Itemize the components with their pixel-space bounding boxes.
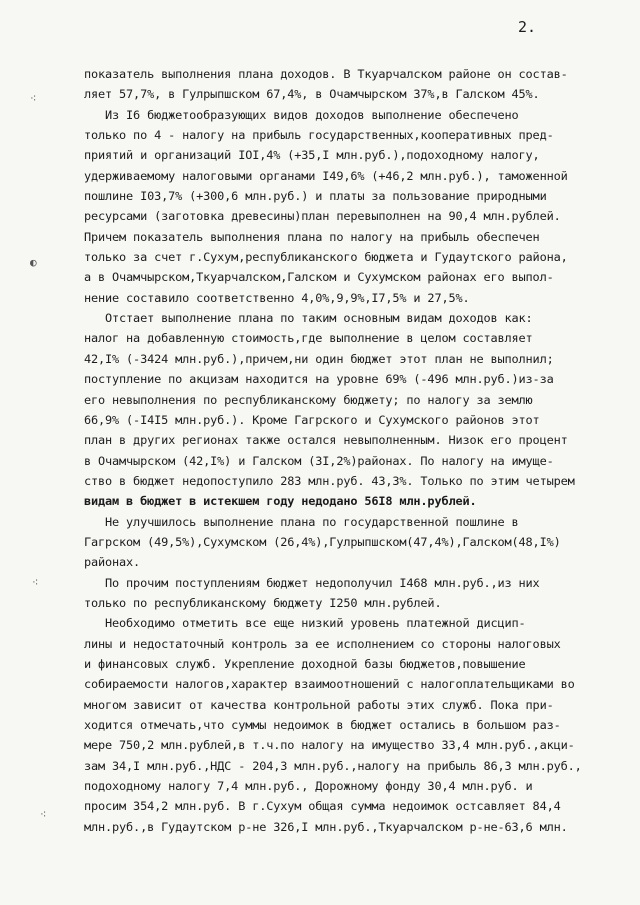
text-line: пошлине I03,7% (+300,6 млн.руб.) и платы за пользование природными: [84, 189, 547, 204]
text-line: подоходному налогу 7,4 млн.руб., Дорожному фонду 30,4 млн.руб. и: [84, 779, 533, 794]
text-line: ство в бюджет недопоступило 283 млн.руб. 43,3%. Только по этим четырем: [84, 473, 575, 488]
text-line: собираемости налогов,характер взаимоотношений с налогоплательщиками во: [84, 677, 575, 692]
text-line: По прочим поступлениям бюджет недополучил I468 млн.руб.,из них: [84, 575, 540, 590]
text-line: удерживаемому налоговыми органами I49,6% (+46,2 млн.руб.), таможенной: [84, 168, 568, 183]
text-line: Не улучшилось выполнение плана по государственной пошлине в: [84, 514, 519, 529]
text-line: только по 4 - налогу на прибыль государственных,кооперативных пред-: [84, 128, 554, 143]
text-line: Причем показатель выполнения плана по налогу на прибыль обеспечен: [84, 229, 540, 244]
text-line: план в других регионах также остался невыполненным. Низок его процент: [84, 433, 568, 448]
page-number: 2.: [518, 18, 537, 36]
text-line: только по республиканскому бюджету I250 млн.рублей.: [84, 595, 442, 610]
text-line: только за счет г.Сухум,республиканского бюджета и Гудаутского района,: [84, 250, 568, 265]
text-line: ресурсами (заготовка древесины)план перевыполнен на 90,4 млн.рублей.: [84, 209, 561, 224]
binding-mark: ⁖: [30, 92, 37, 105]
text-line: многом зависит от качества контрольной работы этих служб. Пока при-: [84, 697, 554, 712]
text-line: показатель выполнения плана доходов. В Ткуарчалском районе он состав-: [84, 67, 568, 81]
text-line: Гагрском (49,5%),Сухумском (26,4%),Гулрыпшском(47,4%),Галском(48,I%): [84, 534, 561, 549]
text-line: в Очамчырском (42,I%) и Галском (3I,2%)районах. По налогу на имуще-: [84, 453, 554, 468]
text-line: видам в бюджет в истекшем году недодано 56I8 млн.рублей.: [84, 494, 477, 509]
binding-mark: ◐: [30, 256, 37, 269]
text-line: а в Очамчырском,Ткуарчалском,Галском и Сухумском районах его выпол-: [84, 270, 554, 285]
text-line: млн.руб.,в Гудаутском р-не 326,I млн.руб.,Ткуарчалском р-не-63,6 млн.: [84, 819, 568, 834]
text-line: мере 750,2 млн.рублей,в т.ч.по налогу на имущество 33,4 млн.руб.,акци-: [84, 738, 575, 753]
text-line: зам 34,I млн.руб.,НДС - 204,3 млн.руб.,налогу на прибыль 86,3 млн.руб.,: [84, 758, 582, 773]
document-body: [84, 64, 640, 837]
text-line: его невыполнения по республиканскому бюджету; по налогу за землю: [84, 392, 533, 407]
text-line: поступление по акцизам находится на уровне 69% (-496 млн.руб.)из-за: [84, 372, 554, 387]
text-line: 42,I% (-3424 млн.руб.),причем,ни один бюджет этот план не выполнил;: [84, 351, 554, 366]
text-line: Отстает выполнение плана по таким основным видам доходов как:: [84, 311, 533, 326]
text-line: лины и недостаточный контроль за ее исполнением со стороны налоговых: [84, 636, 561, 651]
binding-mark: ⁖: [40, 808, 47, 821]
text-line: 66,9% (-I4I5 млн.руб.). Кроме Гагрского и Сухумского районов этот: [84, 412, 540, 427]
binding-mark: ⁖: [32, 576, 39, 589]
text-line: просим 354,2 млн.руб. В г.Сухум общая сумма недоимок остсавляет 84,4: [84, 799, 561, 814]
text-line: Необходимо отметить все еще низкий уровень платежной дисцип-: [84, 616, 526, 631]
text-line: районах.: [84, 555, 141, 570]
text-line: приятий и организаций IOI,4% (+35,I млн.руб.),подоходному налогу,: [84, 148, 540, 163]
text-line: налог на добавленную стоимость,где выполнение в целом составляет: [84, 331, 533, 346]
text-line: и финансовых служб. Укрепление доходной базы бюджетов,повышение: [84, 656, 526, 671]
text-line: Из I6 бюджетообразующих видов доходов выполнение обеспечено: [84, 107, 519, 122]
text-line: нение составило соответственно 4,0%,9,9%,I7,5% и 27,5%.: [84, 290, 470, 305]
text-line: ляет 57,7%, в Гулрыпшском 67,4%, в Очамчырском 37%,в Галском 45%.: [84, 87, 540, 102]
text-line: ходится отмечать,что суммы недоимок в бюджет остались в большом раз-: [84, 718, 561, 732]
